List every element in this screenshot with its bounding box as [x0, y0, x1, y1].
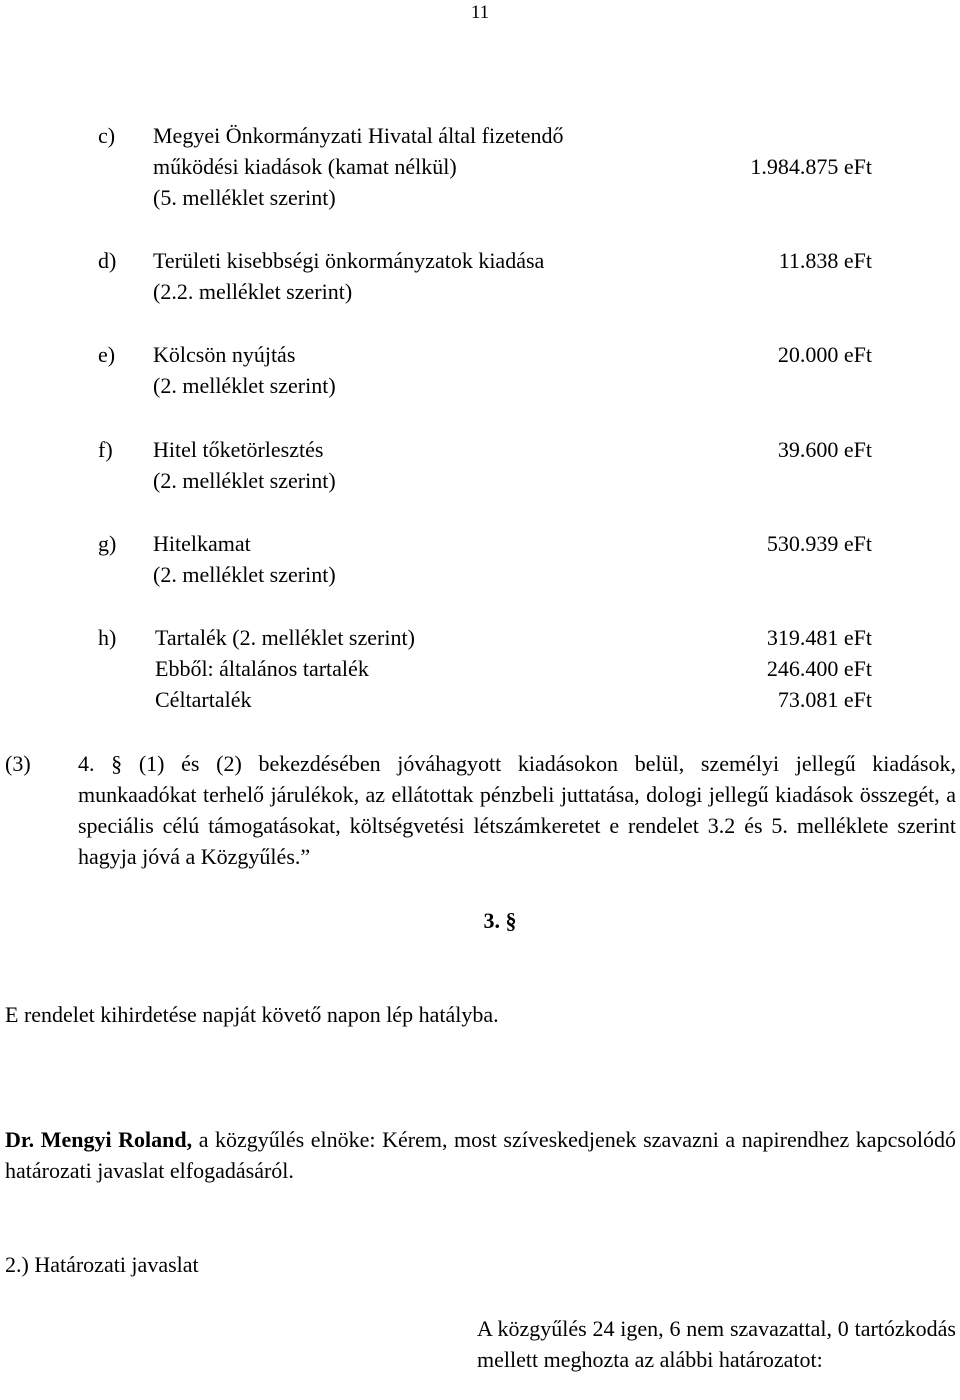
- enactment-text: E rendelet kihirdetése napját követő napon lép hatályba.: [5, 1002, 499, 1027]
- list-item-text: Hitel tőketörlesztés: [153, 437, 324, 462]
- list-item-text: Céltartalék: [155, 687, 252, 712]
- paragraph-number: (3): [5, 751, 31, 776]
- list-item-text: Területi kisebbségi önkormányzatok kiadása: [153, 248, 545, 273]
- amount: 20.000 eFt: [777, 342, 872, 367]
- speaker-paragraph: [5, 1124, 956, 1186]
- list-item-text: (5. melléklet szerint): [153, 185, 336, 210]
- list-item-letter: f): [98, 437, 113, 462]
- list-item-text: (2.2. melléklet szerint): [153, 279, 353, 304]
- amount: 11.838 eFt: [778, 248, 872, 273]
- list-item-letter: h): [98, 625, 117, 650]
- list-item-letter: e): [98, 342, 116, 367]
- list-item-text: működési kiadások (kamat nélkül): [153, 154, 457, 179]
- list-item-text: Tartalék (2. melléklet szerint): [155, 625, 415, 650]
- list-item-text: Ebből: általános tartalék: [155, 656, 369, 681]
- vote-text: A közgyűlés 24 igen, 6 nem szavazattal, 0 tartózkodás mellett meghozta az alábbi határozatot:: [477, 1316, 956, 1372]
- list-item-text: Kölcsön nyújtás: [153, 342, 296, 367]
- paragraph-text: 4. § (1) és (2) bekezdésében jóváhagyott kiadásokon belül, személyi jellegű kiadások, munkaadókat terhelő járulékok, az ellátottak pénzbeli juttatása, dologi jellegű kiadások összegét, a speciális célú támogatásokat, költségvetési létszámkeretet e rendelet 3.2 és 5. melléklete szerint hagyja jóvá a Közgyűlés.”: [78, 751, 956, 869]
- list-item-text: Hitelkamat: [153, 531, 251, 556]
- list-item-text: Megyei Önkormányzati Hivatal által fizetendő: [153, 123, 564, 148]
- page-number: 11: [470, 2, 490, 23]
- list-item-letter: d): [98, 248, 117, 273]
- amount: 73.081 eFt: [777, 687, 872, 712]
- list-item-letter: g): [98, 531, 117, 556]
- section-heading: 3. §: [483, 908, 517, 933]
- speaker-name: Dr. Mengyi Roland,: [5, 1127, 193, 1152]
- amount: 39.600 eFt: [777, 437, 872, 462]
- list-item-text: (2. melléklet szerint): [153, 562, 336, 587]
- amount: 1.984.875 eFt: [750, 154, 872, 179]
- amount: 246.400 eFt: [766, 656, 872, 681]
- amount: 319.481 eFt: [766, 625, 872, 650]
- list-item-text: (2. melléklet szerint): [153, 468, 336, 493]
- resolution-label: 2.) Határozati javaslat: [5, 1252, 199, 1277]
- amount: 530.939 eFt: [766, 531, 872, 556]
- list-item-letter: c): [98, 123, 116, 148]
- speaker-text: a közgyűlés elnöke: Kérem, most szíveskedjenek szavazni a napirendhez kapcsolódó határozati javaslat elfogadásáról.: [5, 1127, 957, 1183]
- list-item-text: (2. melléklet szerint): [153, 373, 336, 398]
